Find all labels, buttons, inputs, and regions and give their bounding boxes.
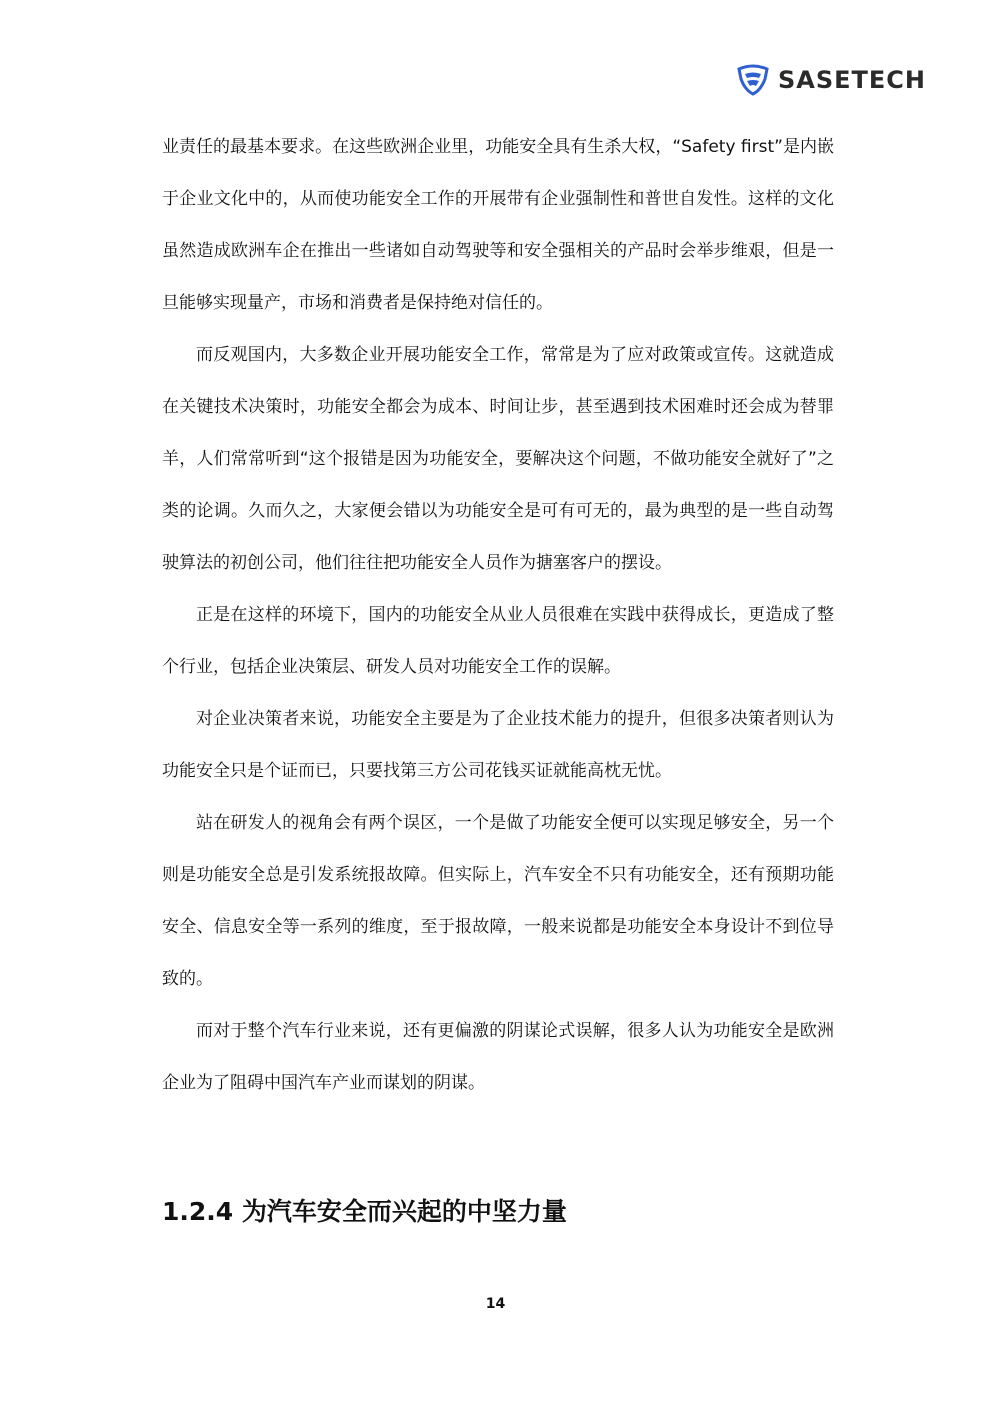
sasetech-shield-logo-icon (736, 64, 770, 96)
paragraph: 站在研发人的视角会有两个误区，一个是做了功能安全便可以实现足够安全，另一个则是功能安全总是引发系统报故障。但实际上，汽车安全不只有功能安全，还有预期功能安全、信息安全等一系列的维度，至于报故障，一般来说都是功能安全本身设计不到位导致的。 (162, 813, 834, 989)
paragraph: 对企业决策者来说，功能安全主要是为了企业技术能力的提升，但很多决策者则认为功能安全只是个证而已，只要找第三方公司花钱买证就能高枕无忧。 (162, 709, 834, 781)
paragraph: 而反观国内，大多数企业开展功能安全工作，常常是为了应对政策或宣传。这就造成在关键技术决策时，功能安全都会为成本、时间让步，甚至遇到技术困难时还会成为替罪羊，人们常常听到“这个报错是因为功能安全，要解决这个问题，不做功能安全就好了”之类的论调。久而久之，大家便会错以为功能安全是可有可无的，最为典型的是一些自动驾驶算法的初创公司，他们往往把功能安全人员作为搪塞客户的摆设。 (162, 345, 834, 573)
logo-text: SASETECH (778, 66, 927, 94)
page-number: 14 (485, 1296, 506, 1312)
company-logo (736, 60, 926, 100)
section-heading: 1.2.4 为汽车安全而兴起的中坚力量 (162, 1197, 567, 1226)
paragraph: 而对于整个汽车行业来说，还有更偏激的阴谋论式误解，很多人认为功能安全是欧洲企业为了阻碍中国汽车产业而谋划的阴谋。 (162, 1021, 834, 1093)
page-body (162, 121, 834, 1109)
paragraph-continued: 业责任的最基本要求。在这些欧洲企业里，功能安全具有生杀大权，“Safety first”是内嵌于企业文化中的，从而使功能安全工作的开展带有企业强制性和普世自发性。这样的文化虽然造成欧洲车企在推出一些诸如自动驾驶等和安全强相关的产品时会举步维艰，但是一旦能够实现量产，市场和消费者是保持绝对信任的。 (162, 137, 834, 313)
paragraph: 正是在这样的环境下，国内的功能安全从业人员很难在实践中获得成长，更造成了整个行业，包括企业决策层、研发人员对功能安全工作的误解。 (162, 605, 834, 677)
